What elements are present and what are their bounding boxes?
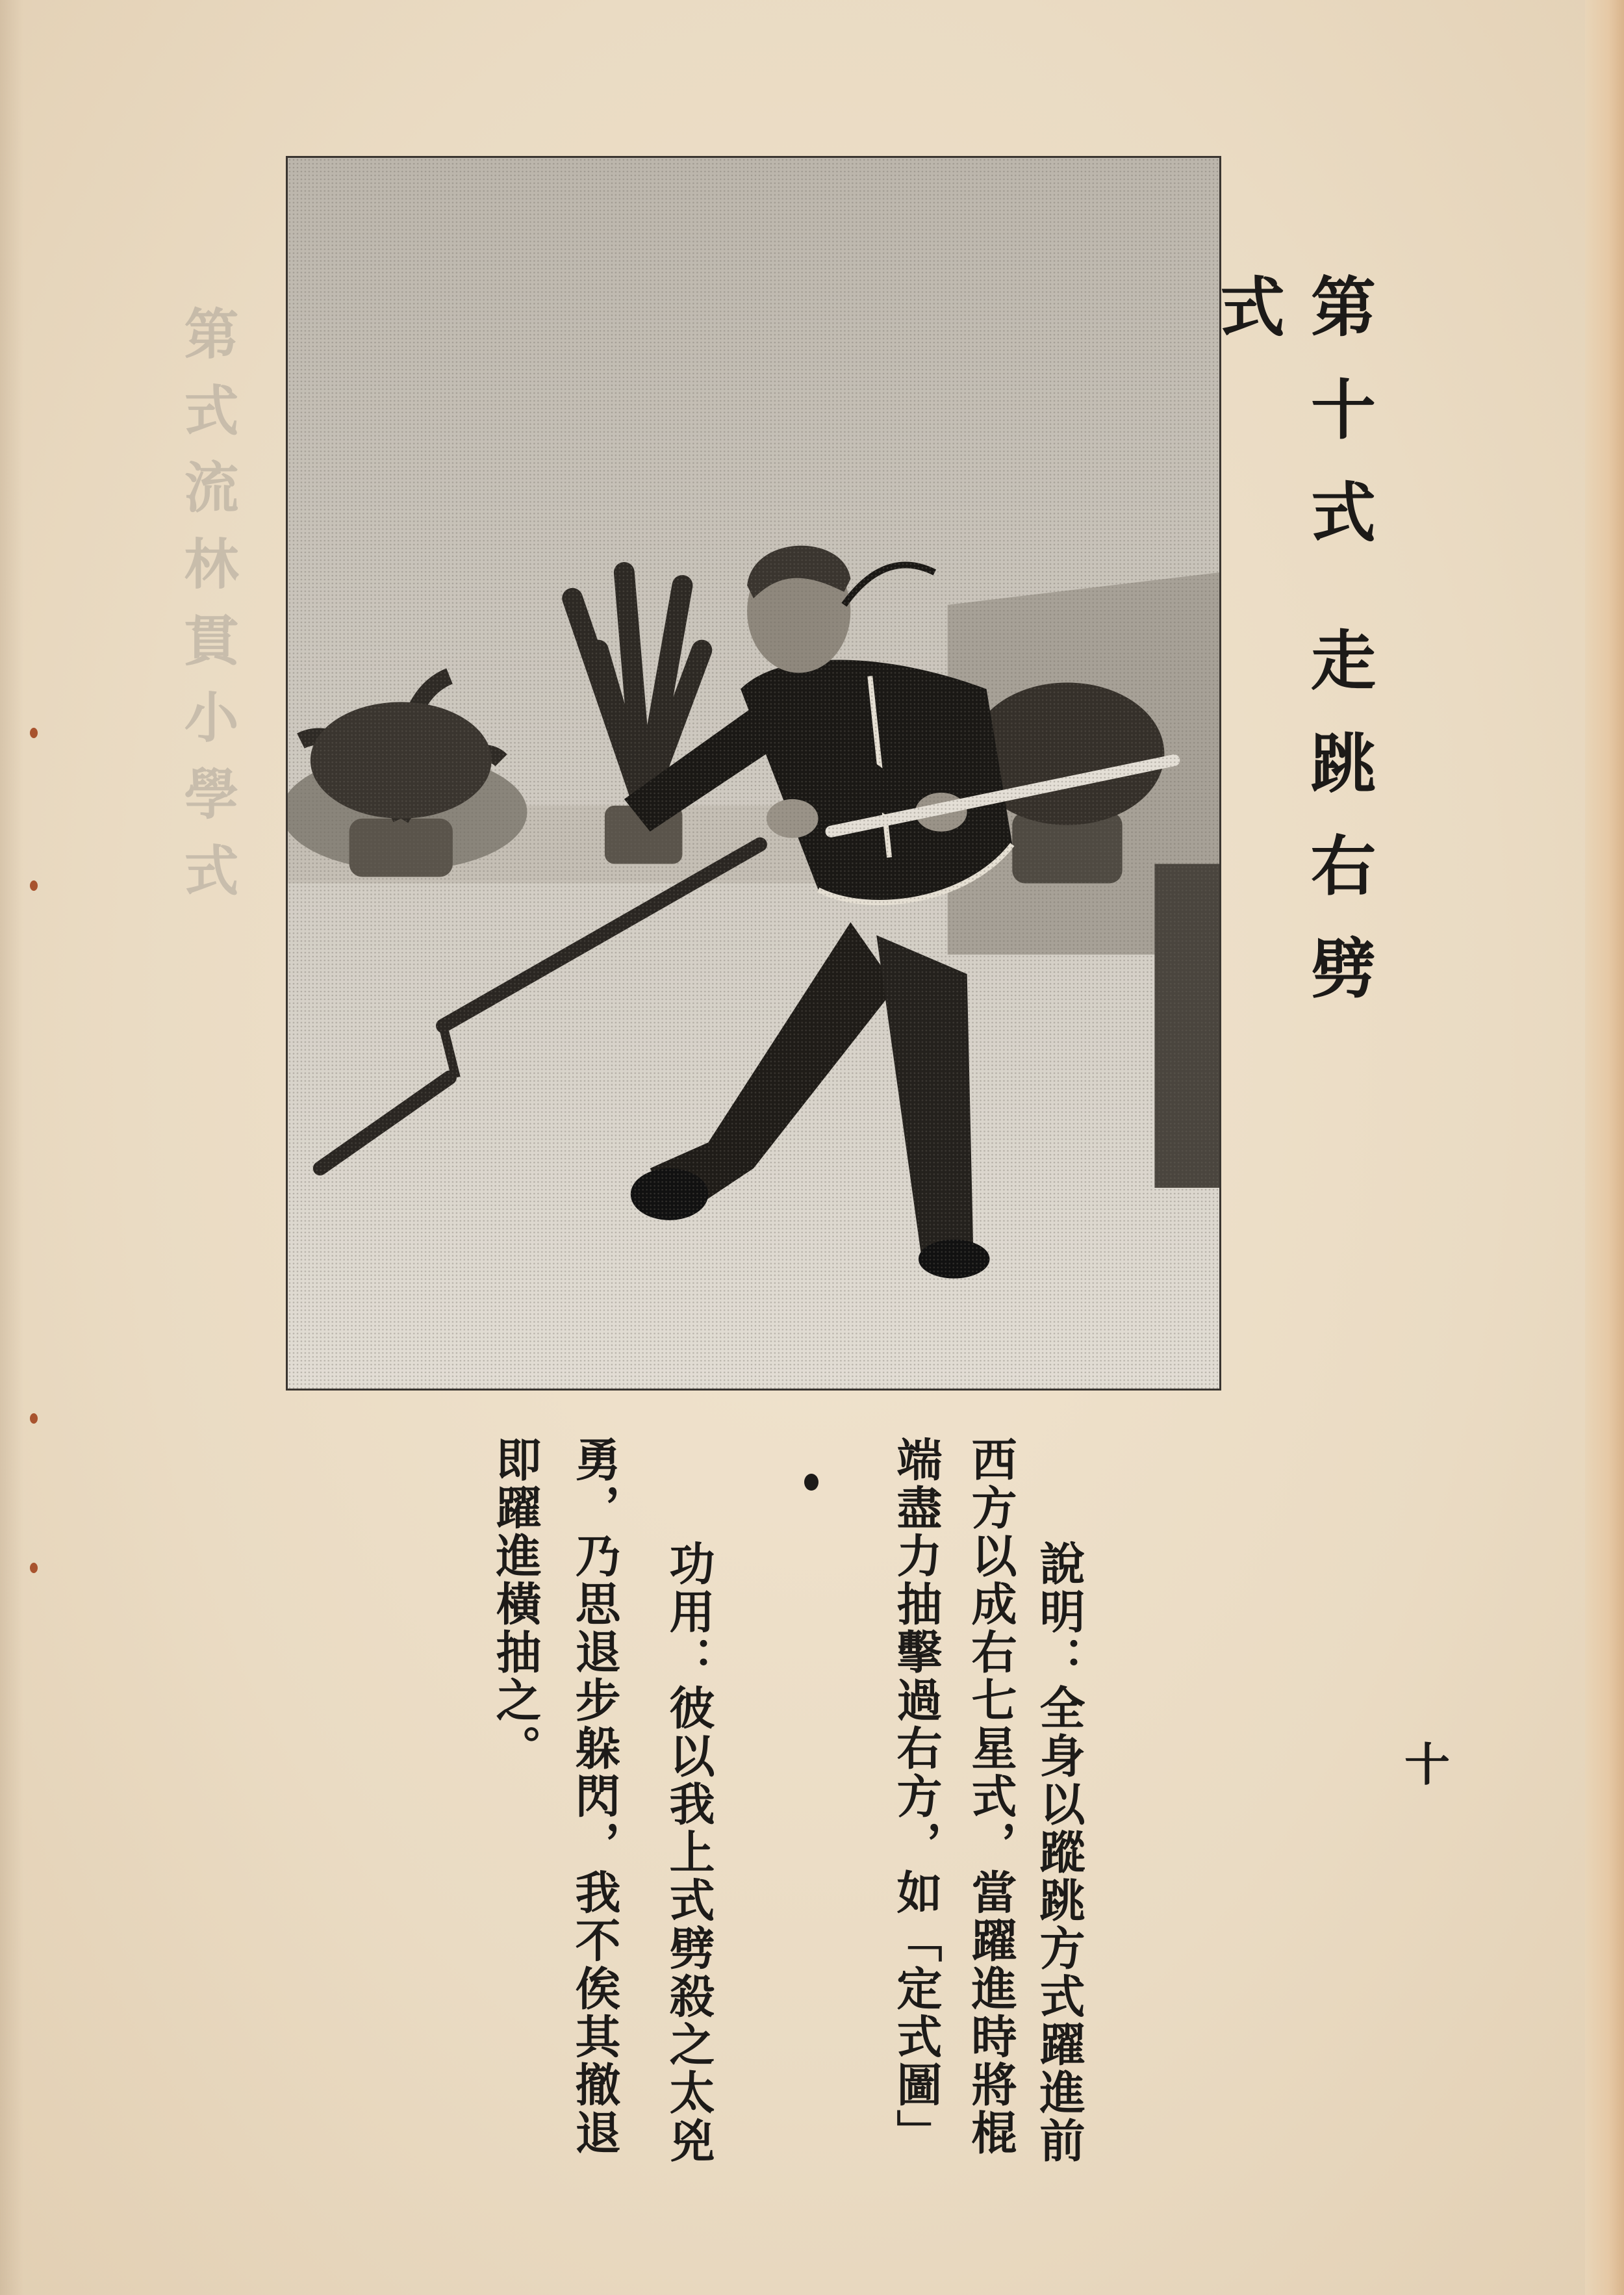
photo-martial-artist-with-staff [286,156,1221,1391]
page-number: 十 [1404,1737,1450,1791]
title-form-number: 第十式 [1300,273,1377,581]
function-line-3: 即躍進橫抽之。 [488,1436,542,1773]
function-line-2: 勇，乃思退步躲閃，我不俟其撤退 [568,1436,622,2157]
description-line-1: 說明：全身以蹤跳方式躍進前 [1032,1540,1086,2165]
description-line-3: 端盡力抽擊過右方，如「定式圖」 [889,1436,943,2157]
binding-hole [30,728,38,738]
page-right-edge [1585,0,1624,2295]
binding-hole [30,880,38,891]
photo-image [288,158,1219,1389]
bullet-mark [804,1474,818,1491]
page-title [1209,273,1384,1053]
function-line-1: 功用：彼以我上式劈殺之太兇 [662,1540,716,2165]
bleed-through-text: 第式流林貫小學式 [175,305,240,919]
binding-hole [30,1563,38,1573]
description-line-2: 西方以成右七星式，當躍進時將棍 [964,1436,1018,2157]
binding-hole [30,1413,38,1424]
title-form-name: 走跳右劈式 [1209,273,1377,1037]
page-left-shadow [0,0,23,2295]
